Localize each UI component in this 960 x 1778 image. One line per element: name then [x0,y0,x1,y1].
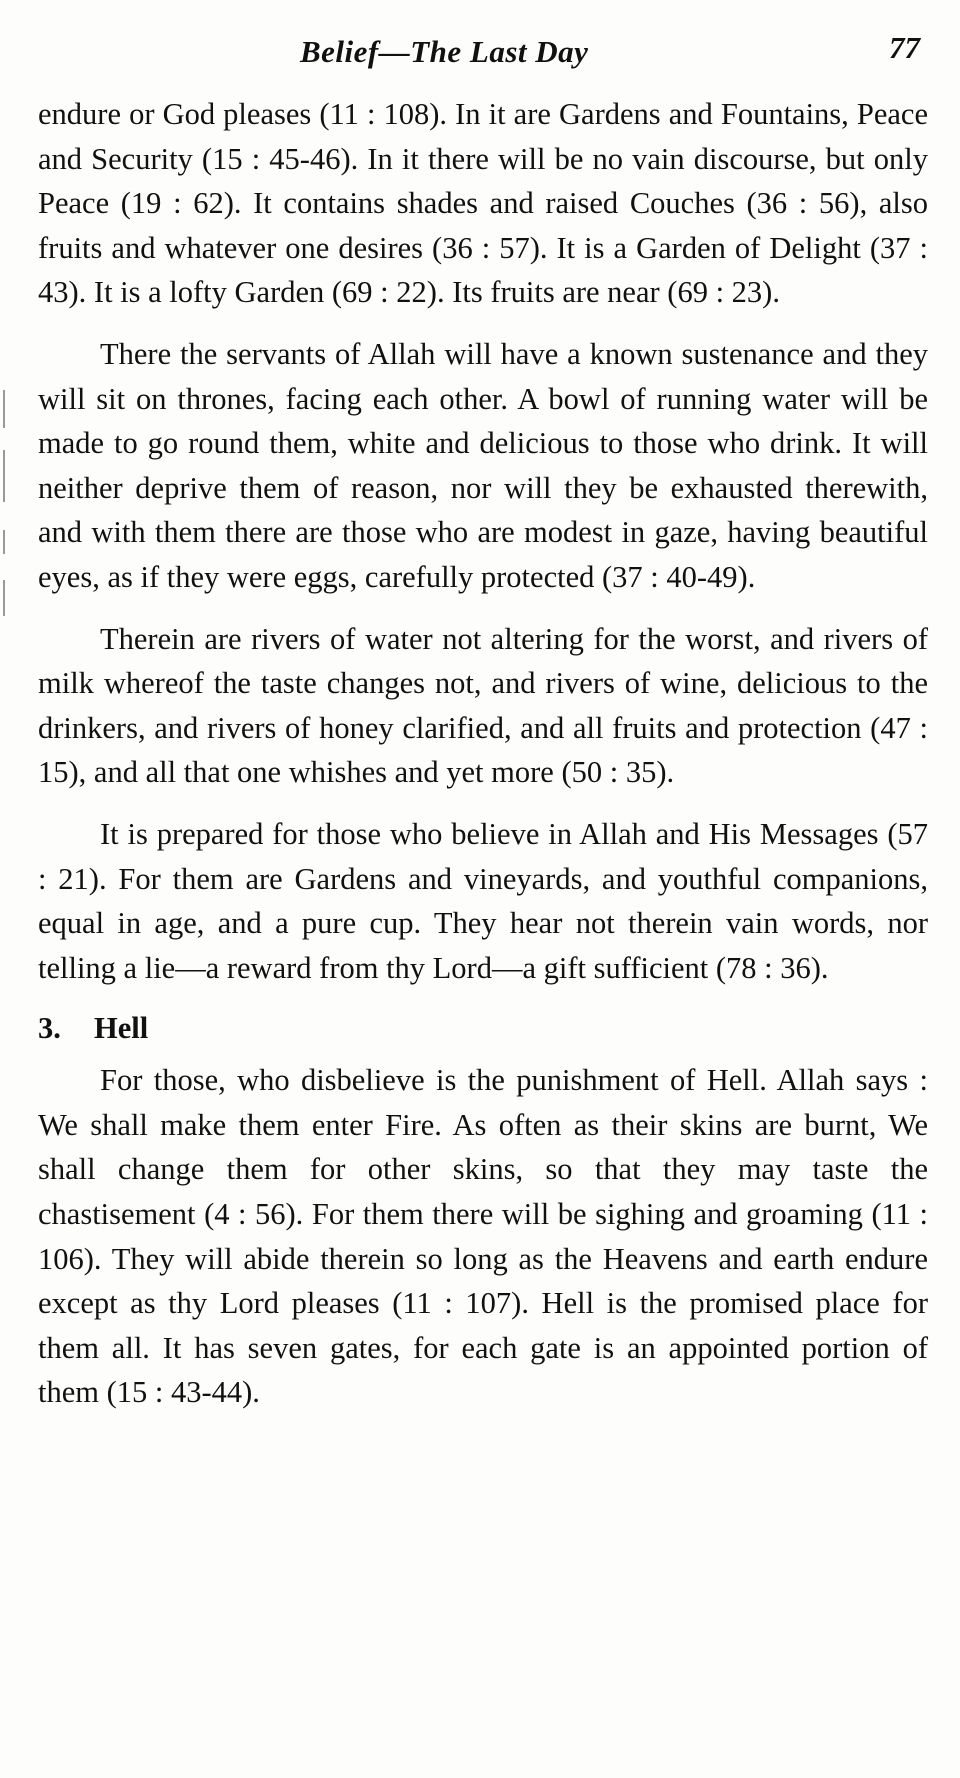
paragraph-rivers: Therein are rivers of water not altering for the worst, and rivers of milk whereof the taste changes not, and rivers of wine, delicious to the drinkers, and rivers of honey clarified, and all fruits and protection (47 : 15), and all that one whishes and yet more (50 : 35). [38,621,928,790]
paragraph-prepared-for-believers: It is prepared for those who believe in Allah and His Messages (57 : 21). For them are Gardens and vineyards, and youthful companions, equal in age, and a pure cup. They hear not therein vain words, nor telling a lie—a reward from thy Lord—a gift sufficient (78 : 36). [38,816,928,985]
page-header [0,28,960,78]
section-title: Hell [94,1011,149,1046]
paragraph-hell: For those, who disbelieve is the punishment of Hell. Allah says : We shall make them enter Fire. As often as their skins are burnt, We shall change them for other skins, so that they may taste the chastisement (4 : 56). For them there will be sighing and groaming (11 : 106). They will abide therein so long as the Heavens and earth endure except as thy Lord pleases (11 : 107). Hell is the promised place for them all. It has seven gates, for each gate is an appointed portion of them (15 : 43-44). [38,1063,928,1410]
paragraph-paradise-continued: endure or God pleases (11 : 108). In it are Gardens and Fountains, Peace and Security (15 : 45-46). In it there will be no vain discourse, but only Peace (19 : 62). It contains shades and raised Couches (36 : 56), also fruits and whatever one desires (36 : 57). It is a Garden of Delight (37 : 43). It is a lofty Garden (69 : 22). Its fruits are near (69 : 23). [38,97,928,310]
margin-scan-marks [3,390,9,630]
running-title: Belief—The Last Day [300,34,589,69]
body-text [38,92,928,1415]
paragraph-servants-of-allah: There the servants of Allah will have a known sustenance and they will sit on thrones, facing each other. A bowl of running water will be made to go round them, white and delicious to those who drink. It will neither deprive them of reason, nor will they be exhausted therewith, and with them there are those who are modest in gaze, having beautiful eyes, as if they were eggs, carefully protected (37 : 40-49). [38,336,928,594]
section-number: 3. [38,1011,61,1046]
page-number: 77 [889,30,920,65]
section-heading-hell [38,1006,928,1050]
